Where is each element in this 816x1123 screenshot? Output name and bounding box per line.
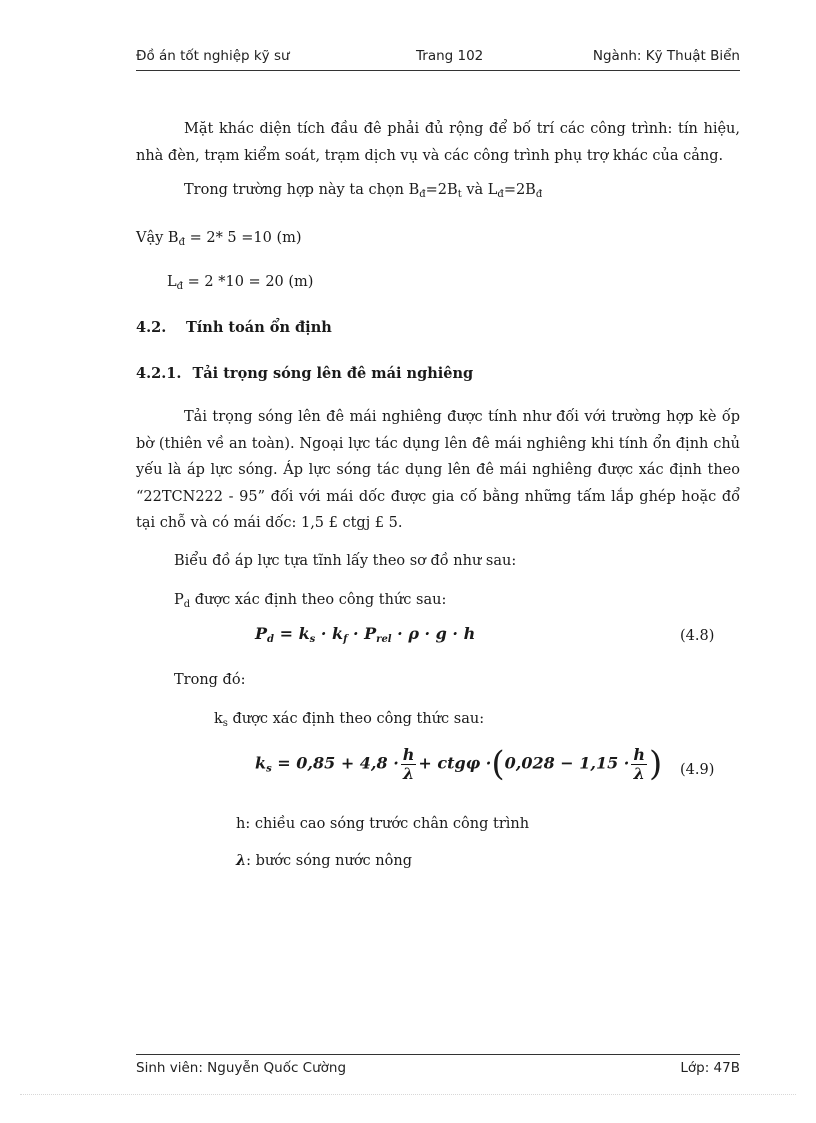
lambda-definition: λ: bước sóng nước nông <box>236 852 412 869</box>
footer-student-name: Sinh viên: Nguyễn Quốc Cường <box>136 1060 347 1076</box>
choose-dimensions-line: Trong trường hợp này ta chọn $B_đ=2B_t$ và $L_đ=2B_đ$ <box>184 182 543 200</box>
ks-definition-line: $k_s$ được xác định theo công thức sau: <box>214 711 485 729</box>
page-header <box>136 48 740 71</box>
subsection-heading <box>136 364 473 384</box>
where-label: Trong đó: <box>174 672 246 688</box>
equation-4-9: $k_s = 0,85 + 4,8$ · $\frac{h}{\lambda}$ + ctgφ ·(0,028 − 1,15 · $\frac{h}{\lambda}$ ) <box>255 744 663 784</box>
lambda-symbol: λ <box>236 852 247 869</box>
section-heading <box>136 318 332 338</box>
header-page-number: Trang 102 <box>416 48 484 64</box>
equation-4-8: $P_d = k_s \cdot k_f \cdot P_{rel} \cdot \rho \cdot g \cdot h$ <box>255 624 476 645</box>
page-footer <box>136 1054 740 1077</box>
equation-4-9-number: (4.9) <box>680 762 715 778</box>
diagram-line: Biểu đồ áp lực tựa tĩnh lấy theo sơ đồ như sau: <box>174 553 517 569</box>
subsection-number: 4.2.1. <box>136 365 182 382</box>
paragraph-wave-load: Tải trọng sóng lên đê mái nghiêng được tính như đối với trường hợp kè ốp bờ (thiên về an toàn). Ngoại lực tác dụng lên đê mái nghiêng khi tính ổn định chủ yếu là áp lực sóng. Áp lực sóng tác dụng lên đê mái nghiêng được xác định theo “22TCN222 - 95” đối với mái dốc được gia cố bằng những tấm lắp ghép hoặc đổ tại chỗ và có mái dốc: 1,5 £ ctgj £ 5. <box>136 409 740 531</box>
footer-class: Lớp: 47B <box>680 1060 740 1076</box>
h-definition: h: chiều cao sóng trước chân công trình <box>236 816 530 832</box>
paragraph-area-requirement: Mặt khác diện tích đầu đê phải đủ rộng để bố trí các công trình: tín hiệu, nhà đèn, trạm kiểm soát, trạm dịch vụ và các công trình phụ trợ khác của cảng. <box>136 121 740 164</box>
equation-4-8-number: (4.8) <box>680 628 715 644</box>
section-title: Tính toán ổn định <box>186 319 332 336</box>
calc-length-line: $L_đ = 2$ *10 = 20 (m) <box>167 274 314 292</box>
section-number: 4.2. <box>136 319 167 336</box>
header-major: Ngành: Kỹ Thuật Biển <box>592 48 740 64</box>
page-bottom-border <box>20 1094 796 1095</box>
calc-width-line: Vậy $B_đ = 2*$ 5 =10 (m) <box>136 230 302 248</box>
subsection-title: Tải trọng sóng lên đê mái nghiêng <box>192 365 474 382</box>
pd-definition-line: $P_d$ được xác định theo công thức sau: <box>174 592 447 610</box>
header-thesis-title: Đồ án tốt nghiệp kỹ sư <box>136 48 290 64</box>
